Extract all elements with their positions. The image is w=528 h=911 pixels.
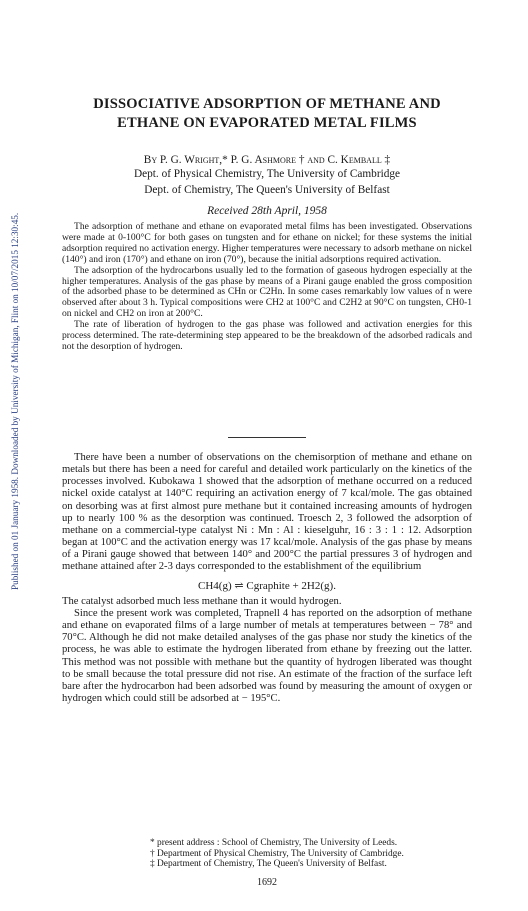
received-date: Received 28th April, 1958	[207, 205, 327, 217]
author-ashmore: P. G. Ashmore	[230, 154, 296, 166]
title-line-2: ETHANE ON EVAPORATED METAL FILMS	[117, 115, 417, 131]
footnote-belfast: ‡ Department of Chemistry, The Queen's University of Belfast.	[150, 859, 387, 870]
download-notice: Published on 01 January 1958. Downloaded by University of Michigan, Flint on 10/07/2015 12:30:45.	[10, 212, 20, 590]
body-paragraph-2: The catalyst adsorbed much less methane than it would hydrogen.	[62, 595, 342, 607]
body-paragraph-1: There have been a number of observations on the chemisorption of methane and ethane on metals but there has been a need for careful and detailed work particularly on the kinetics of the processes involved. Kubokawa 1 showed that the adsorption of methane occurred on a reduced nickel oxide catalyst at 140°C requiring an activation energy of 7 kcal/mole. The gas obtained on desorbing was at first almost pure methane but it contained increasing amounts of hydrogen up to nearly 100 % as the desorption was continued. Troesch 2, 3 followed the adsorption of methane on a commercial-type catalyst Ni : Mn : Al : kieselguhr, 16 : 3 : 1 : 12. Adsorption began at 100°C and the activation energy was 17 kcal/mole. Analysis of the gas phase by means of a Pirani gauge showed that between 140° and 200°C the partial pressures 3 of hydrogen and methane attained after 2-3 days corresponded to the establishment of the equilibrium	[62, 452, 472, 573]
title-line-1: DISSOCIATIVE ADSORPTION OF METHANE AND	[93, 96, 441, 112]
footnotes	[62, 838, 472, 870]
author-kemball: C. Kemball	[327, 154, 382, 166]
page-number: 1692	[257, 877, 277, 888]
author-kemball-mark: ‡	[384, 154, 391, 166]
author-line	[62, 152, 472, 168]
article-body	[62, 452, 472, 705]
by-word: By	[143, 154, 158, 166]
download-watermark	[2, 120, 18, 590]
article-title	[62, 95, 472, 133]
footnote-cambridge: † Department of Physical Chemistry, The University of Cambridge.	[150, 848, 404, 859]
abstract-paragraph-3: The rate of liberation of hydrogen to the gas phase was followed and activation energies for this process determined. The rate-determining step appeared to be the breakdown of the adsorbed radicals and not the desorption of hydrogen.	[62, 319, 472, 352]
author-wright-mark: *	[222, 154, 228, 166]
affiliation-belfast: Dept. of Chemistry, The Queen's University of Belfast	[144, 184, 390, 196]
equilibrium-equation: CH4(g) ⇌ Cgraphite + 2H2(g).	[198, 579, 336, 592]
footnote-present-address: * present address : School of Chemistry, The University of Leeds.	[150, 838, 398, 848]
author-ashmore-mark: †	[298, 154, 305, 166]
affiliation-cambridge: Dept. of Physical Chemistry, The University of Cambridge	[133, 168, 401, 180]
abstract-paragraph-2: The adsorption of the hydrocarbons usually led to the formation of gaseous hydrogen especially at the higher temperatures. Analysis of the gas phase by means of a Pirani gauge enabled the gross composition of the adsorbed phase to be determined as CHn or C2Hn. In some cases remarkably low values of n were observed after about 3 h. Typical compositions were CH2 at 100°C and C2H2 at 90°C on tungsten, CH0-1 on nickel and CH2 on iron at 200°C.	[62, 264, 472, 320]
body-paragraph-3: Since the present work was completed, Trapnell 4 has reported on the adsorption of methane and ethane on evaporated films of a large number of metals at temperatures between − 78° and 70°C. Although he did not make detailed analyses of the gas phase nor study the kinetics of the process, he was able to estimate the hydrogen liberated from ethane by freezing out the latter. This method was not possible with methane but the quantity of hydrogen liberated was thought to be small because the total pressure did not rise. An estimate of the fraction of the surface left bare after the hydrocarbon had been adsorbed was found by measuring the amount of oxygen or hydrogen which could still be adsorbed at − 195°C.	[62, 607, 472, 704]
abstract-paragraph-1: The adsorption of methane and ethane on evaporated metal films has been investigated. Observations were made at 0-100°C for both gases on tungsten and for ethane on nickel; for these systems the initial adsorption required no activation energy. Higher temperatures were necessary to adsorb methane on nickel (140°) and iron (170°) and ethane on iron (70°), because the initial adsorptions required activation.	[62, 221, 472, 265]
abstract	[62, 222, 472, 353]
section-divider	[228, 437, 306, 438]
and-word: and	[307, 154, 325, 166]
author-wright: P. G. Wright,	[159, 154, 223, 166]
